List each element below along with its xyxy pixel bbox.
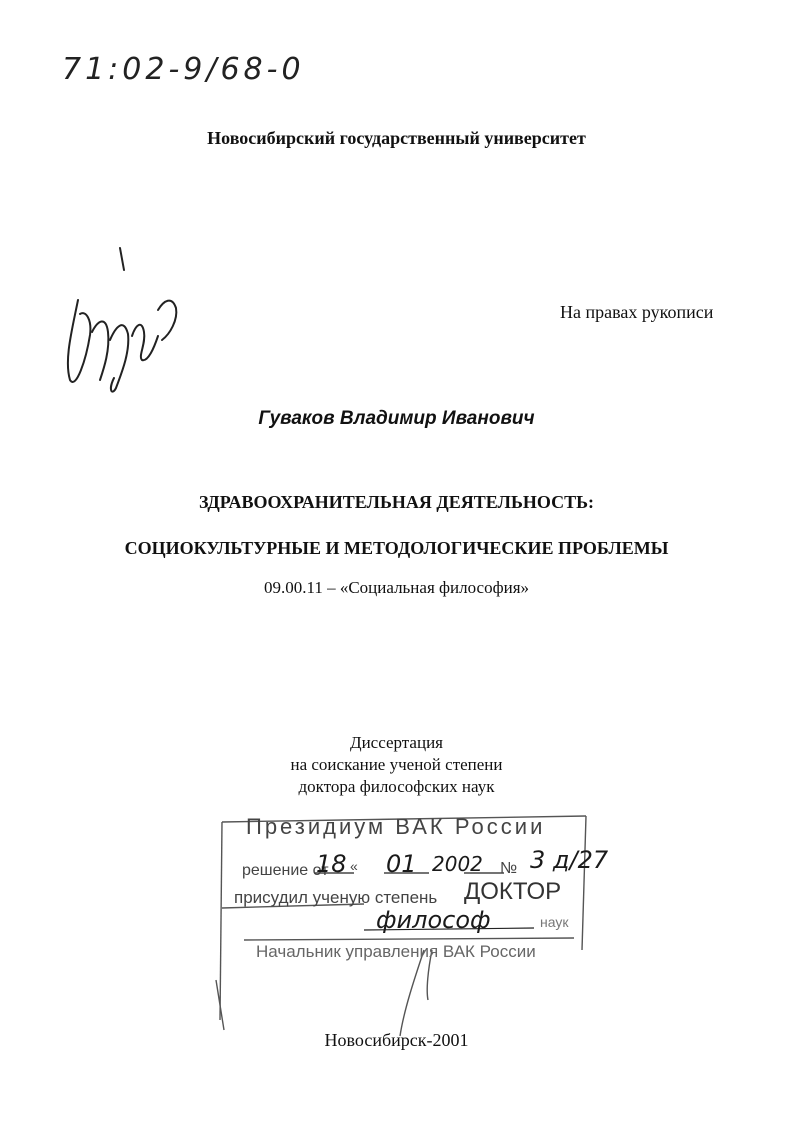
dissertation-line1: Диссертация [349, 733, 443, 752]
stamp-number: 3 д/27 [530, 846, 609, 874]
stamp-field-suffix: наук [540, 914, 569, 930]
stamp-head-label: Начальник управления ВАК России [256, 942, 536, 961]
stamp-header: Президиум ВАК России [246, 814, 546, 839]
stamp-decision-label: решение от [242, 862, 329, 879]
author-name: Гуваков Владимир Иванович [258, 408, 535, 429]
dissertation-line3: доктора философских наук [298, 777, 495, 796]
dissertation-line2: на соискание ученой степени [290, 755, 503, 774]
stamp-day: 18 [316, 850, 347, 878]
stamp-awarded-label: присудил ученую степень [234, 888, 438, 907]
city-year: Новосибирск-2001 [324, 1030, 469, 1050]
stamp-year: 2002 [432, 852, 483, 876]
specialty-code: 09.00.11 – «Социальная философия» [263, 578, 530, 597]
thesis-title-line1: ЗДРАВООХРАНИТЕЛЬНАЯ ДЕЯТЕЛЬНОСТЬ: [199, 492, 594, 512]
signature [50, 240, 190, 410]
manuscript-rights: На правах рукописи [560, 302, 714, 322]
university-name: Новосибирский государственный университет [207, 128, 586, 148]
stamp-field: философ [376, 906, 491, 934]
stamp-degree: ДОКТОР [464, 878, 562, 905]
stamp-number-sign: № [500, 860, 518, 877]
archive-code: 71:02-9/68-0 [62, 52, 305, 87]
stamp-quote-mark: « [350, 858, 358, 874]
stamp-month: 01 [386, 850, 417, 878]
thesis-title-line2: СОЦИОКУЛЬТУРНЫЕ И МЕТОДОЛОГИЧЕСКИЕ ПРОБЛЕМЫ [124, 538, 669, 558]
